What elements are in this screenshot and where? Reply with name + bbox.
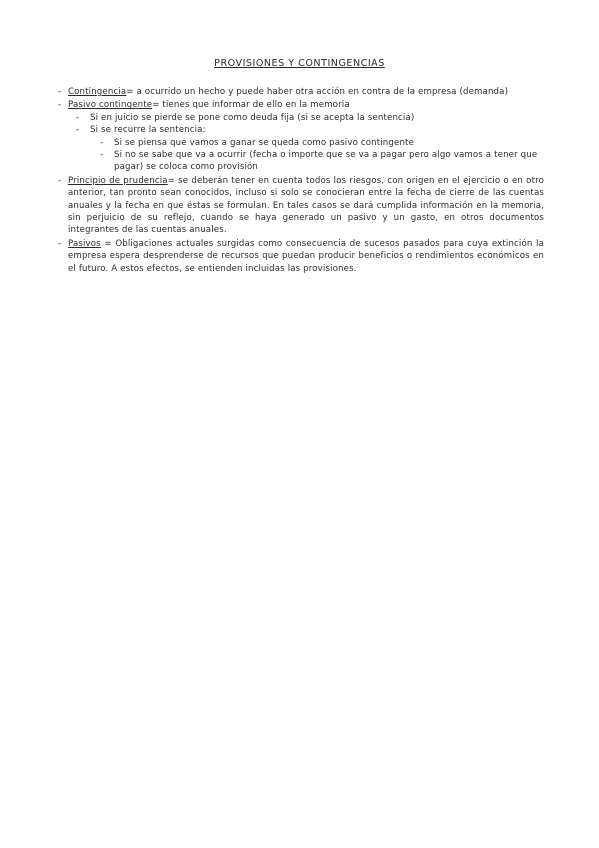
notes-list <box>58 86 544 276</box>
sublist-item-text: Si en juicio se pierde se pone como deuda fija (si se acepta la sentencia) <box>90 112 415 123</box>
page-title: PROVISIONES Y CONTINGENCIAS <box>214 58 385 69</box>
sublist-item-text: Si se piensa que vamos a ganar se queda como pasivo contingente <box>114 137 415 148</box>
sublist-item <box>76 112 544 124</box>
sublist-item <box>100 149 544 174</box>
sublist-item-text: Si se recurre la sentencia: <box>90 125 206 136</box>
definition-contingencia: = a ocurrido un hecho y puede haber otra acción en contra de la empresa (demanda) <box>126 87 509 97</box>
sublist-item <box>76 124 544 174</box>
term-principio-prudencia: Principio de prudencia <box>68 175 168 186</box>
dash-bullet: - <box>58 238 62 249</box>
term-pasivos: Pasivos <box>68 238 101 249</box>
dash-bullet: - <box>76 112 80 123</box>
list-item-pasivo-contingente <box>58 99 544 173</box>
dash-bullet: - <box>58 175 62 186</box>
definition-principio-prudencia: = se deberán tener en cuenta todos los riesgos, con origen en el ejercicio o en otro anterior, tan pronto sean conocidos, incluso si solo se conocieran entre la fecha de cierre de las cuentas anuales y la fecha en que éstas se formulan. En tales casos se dará cumplida información en la memoria, sin perjuicio de su reflejo, cuando se haya generado un pasivo y un gasto, en otros documentos integrantes de las cuentas anuales. <box>68 175 544 236</box>
dash-bullet: - <box>76 125 80 136</box>
dash-bullet: - <box>58 87 62 97</box>
list-item-pasivos <box>58 238 544 275</box>
dash-bullet: - <box>58 100 62 111</box>
list-item-contingencia <box>58 86 544 98</box>
sublist-pasivo-contingente <box>68 112 544 174</box>
list-item-principio-prudencia <box>58 175 544 237</box>
dash-bullet: - <box>100 137 104 148</box>
sublist-recurso <box>90 137 544 174</box>
sublist-item-text: Si no se sabe que va a ocurrir (fecha o importe que se va a pagar pero algo vamos a tener que pagar) se coloca como provisión <box>114 150 538 173</box>
term-pasivo-contingente: Pasivo contingente <box>68 100 153 111</box>
definition-pasivo-contingente: = tienes que informar de ello en la memoria <box>152 100 350 111</box>
term-contingencia: Contingencia <box>68 87 127 97</box>
dash-bullet: - <box>100 150 104 161</box>
definition-pasivos: = Obligaciones actuales surgidas como consecuencia de sucesos pasados para cuya extinción la empresa espera desprenderse de recursos que puedan producir beneficios o rendimientos económicos en el futuro. A estos efectos, se entienden incluidas las provisiones. <box>68 238 544 274</box>
sublist-item <box>100 137 544 149</box>
